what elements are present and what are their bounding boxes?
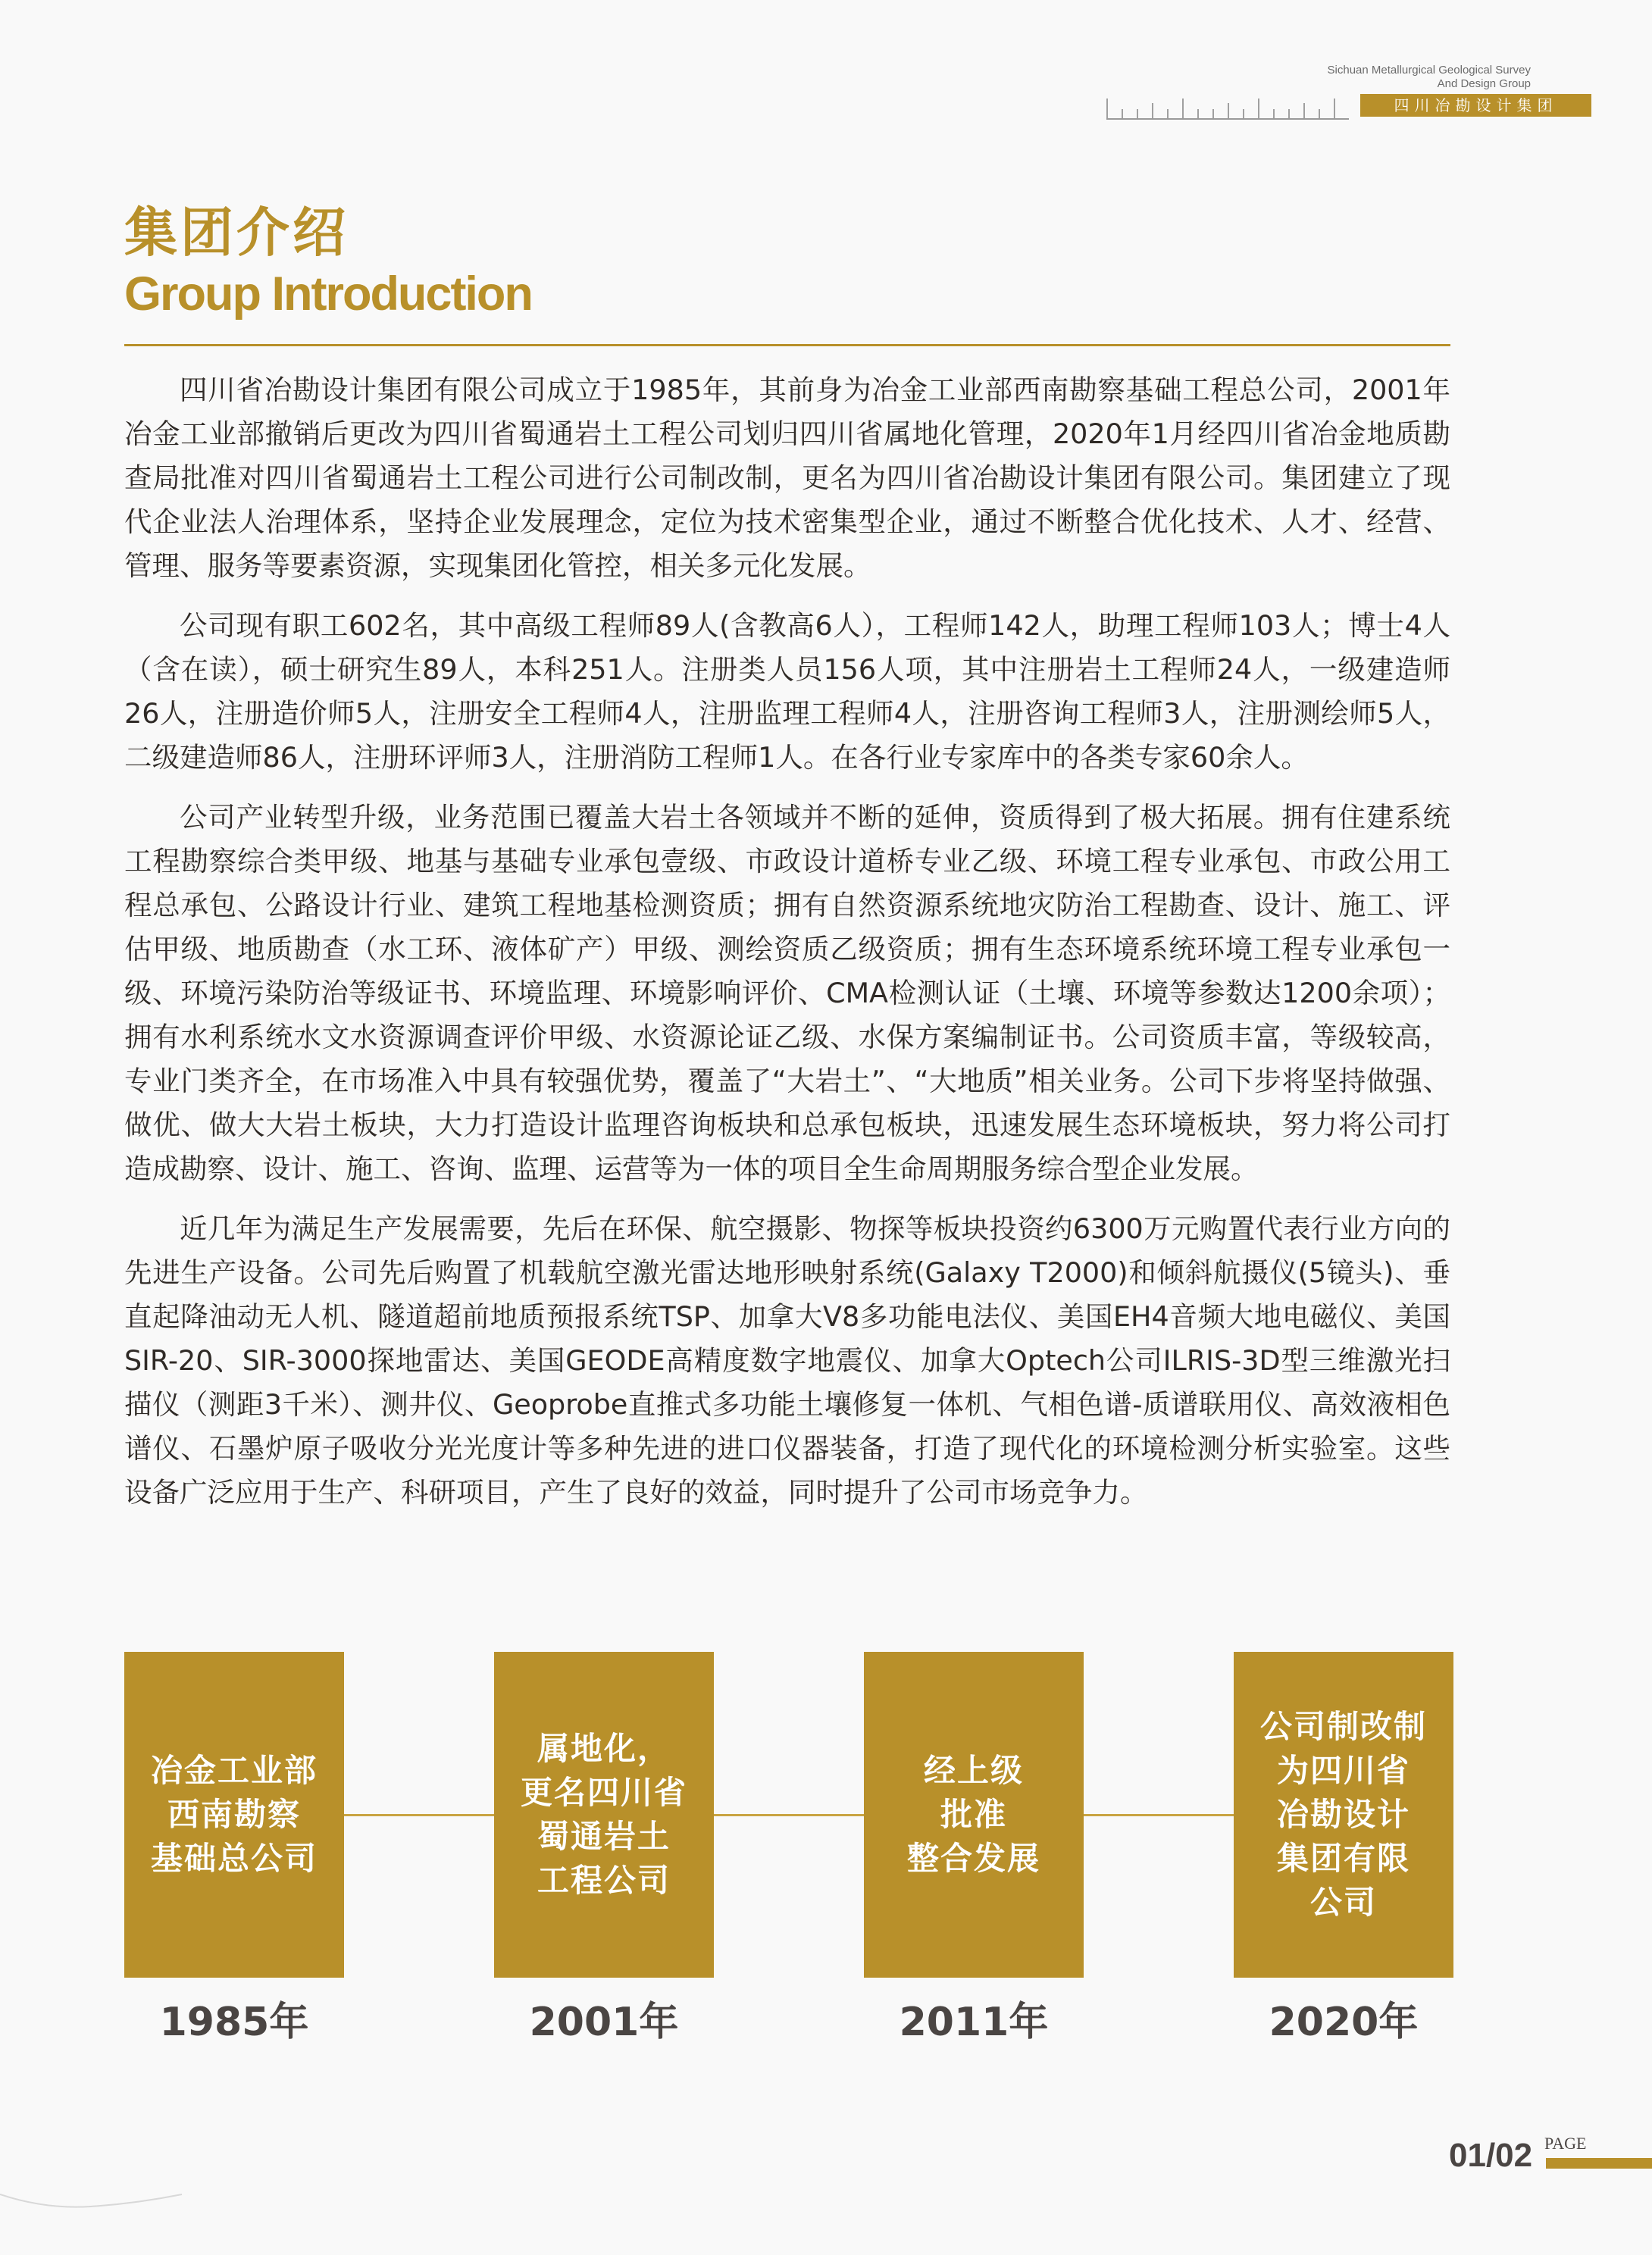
timeline-box xyxy=(124,1652,344,1978)
page-label: PAGE xyxy=(1544,2134,1587,2153)
timeline-year: 2020年 xyxy=(1269,2000,1419,2045)
timeline-text: 经上级 批准 整合发展 xyxy=(906,1752,1040,1877)
intro-body xyxy=(124,368,1450,1531)
paragraph-equipment: 近几年为满足生产发展需要，先后在环保、航空摄影、物探等板块投资约6300万元购置代表行业方向的先进生产设备。公司先后购置了机载航空激光雷达地形映射系统(Galaxy T2000)和倾斜航摄仪(5镜头)、垂直起降油动无人机、隧道超前地质预报系统TSP、加拿大V8多功能电法仪、美国EH4音频大地电磁仪、美国SIR-20、SIR-3000探地雷达、美国GEODE高精度数字地震仪、加拿大Optech公司ILRIS-3D型三维激光扫描仪（测距3千米）、测井仪、Geoprobe直推式多功能土壤修复一体机、气相色谱-质谱联用仪、高效液相色谱仪、石墨炉原子吸收分光光度计等多种先进的进口仪器装备，打造了现代化的环境检测分析实验室。这些设备广泛应用于生产、科研项目，产生了良好的效益，同时提升了公司市场竞争力。 xyxy=(124,1212,1450,1509)
paragraph-staff: 公司现有职工602名，其中高级工程师89人(含教高6人），工程师142人，助理工程师103人；博士4人（含在读），硕士研究生89人，本科251人。注册类人员156人项，其中注册岩土工程师24人，一级建造师26人，注册造价师5人，注册安全工程师4人，注册监理工程师4人，注册咨询工程师3人，注册测绘师5人，二级建造师86人，注册环评师3人，注册消防工程师1人。在各行业专家库中的各类专家60余人。 xyxy=(124,609,1450,774)
title-divider xyxy=(124,344,1450,346)
paragraph-history: 四川省冶勘设计集团有限公司成立于1985年，其前身为冶金工业部西南勘察基础工程总公司，2001年冶金工业部撤销后更改为四川省蜀通岩土工程公司划归四川省属地化管理，2020年1月经四川省冶金地质勘查局批准对四川省蜀通岩土工程公司进行公司制改制，更名为四川省冶勘设计集团有限公司。集团建立了现代企业法人治理体系，坚持企业发展理念，定位为技术密集型企业，通过不断整合优化技术、人才、经营、管理、服务等要素资源，实现集团化管控，相关多元化发展。 xyxy=(124,374,1450,582)
timeline-year: 2011年 xyxy=(899,2000,1049,2045)
timeline-text: 公司制改制 为四川省 冶勘设计 集团有限 公司 xyxy=(1259,1708,1427,1921)
brand-english-line-1: Sichuan Metallurgical Geological Survey xyxy=(1327,64,1531,77)
page-curl-decoration xyxy=(0,2149,197,2255)
timeline-item-2020 xyxy=(1234,1652,1453,2047)
brand-english-line-2: And Design Group xyxy=(1437,77,1531,90)
header-brand xyxy=(1106,64,1591,114)
timeline-box xyxy=(494,1652,714,1978)
timeline-item-1985 xyxy=(124,1652,344,2047)
timeline-year: 1985年 xyxy=(159,2000,309,2045)
ruler-decoration xyxy=(1106,99,1349,120)
timeline-box xyxy=(1234,1652,1453,1978)
history-timeline xyxy=(124,1652,1453,2045)
timeline-year: 2001年 xyxy=(529,2000,679,2045)
paragraph-qualifications: 公司产业转型升级，业务范围已覆盖大岩土各领域并不断的延伸，资质得到了极大拓展。拥有住建系统工程勘察综合类甲级、地基与基础专业承包壹级、市政设计道桥专业乙级、环境工程专业承包、市政公用工程总承包、公路设计行业、建筑工程地基检测资质；拥有自然资源系统地灾防治工程勘查、设计、施工、评估甲级、地质勘查（水工环、液体矿产）甲级、测绘资质乙级资质；拥有生态环境系统环境工程专业承包一级、环境污染防治等级证书、环境监理、环境影响评价、CMA检测认证（土壤、环境等参数达1200余项）；拥有水利系统水文水资源调查评价甲级、水资源论证乙级、水保方案编制证书。公司资质丰富，等级较高，专业门类齐全，在市场准入中具有较强优势，覆盖了“大岩土”、“大地质”相关业务。公司下步将坚持做强、做优、做大大岩土板块，大力打造设计监理咨询板块和总承包板块，迅速发展生态环境板块，努力将公司打造成勘察、设计、施工、咨询、监理、运营等为一体的项目全生命周期服务综合型企业发展。 xyxy=(124,801,1450,1185)
page-title-chinese: 集团介绍 xyxy=(124,202,349,264)
page-accent-bar xyxy=(1546,2158,1652,2169)
timeline-text: 冶金工业部 西南勘察 基础总公司 xyxy=(150,1752,318,1877)
brand-row xyxy=(1106,94,1591,120)
timeline-item-2011 xyxy=(864,1652,1084,2047)
brand-chinese-label: 四川冶勘设计集团 xyxy=(1360,94,1591,117)
timeline-item-2001 xyxy=(494,1652,714,2047)
page-title-english: Group Introduction xyxy=(124,267,532,321)
timeline-text: 属地化， 更名四川省 蜀通岩土 工程公司 xyxy=(520,1730,687,1899)
timeline-box xyxy=(864,1652,1084,1978)
page-number: 01/02 xyxy=(1449,2137,1533,2174)
